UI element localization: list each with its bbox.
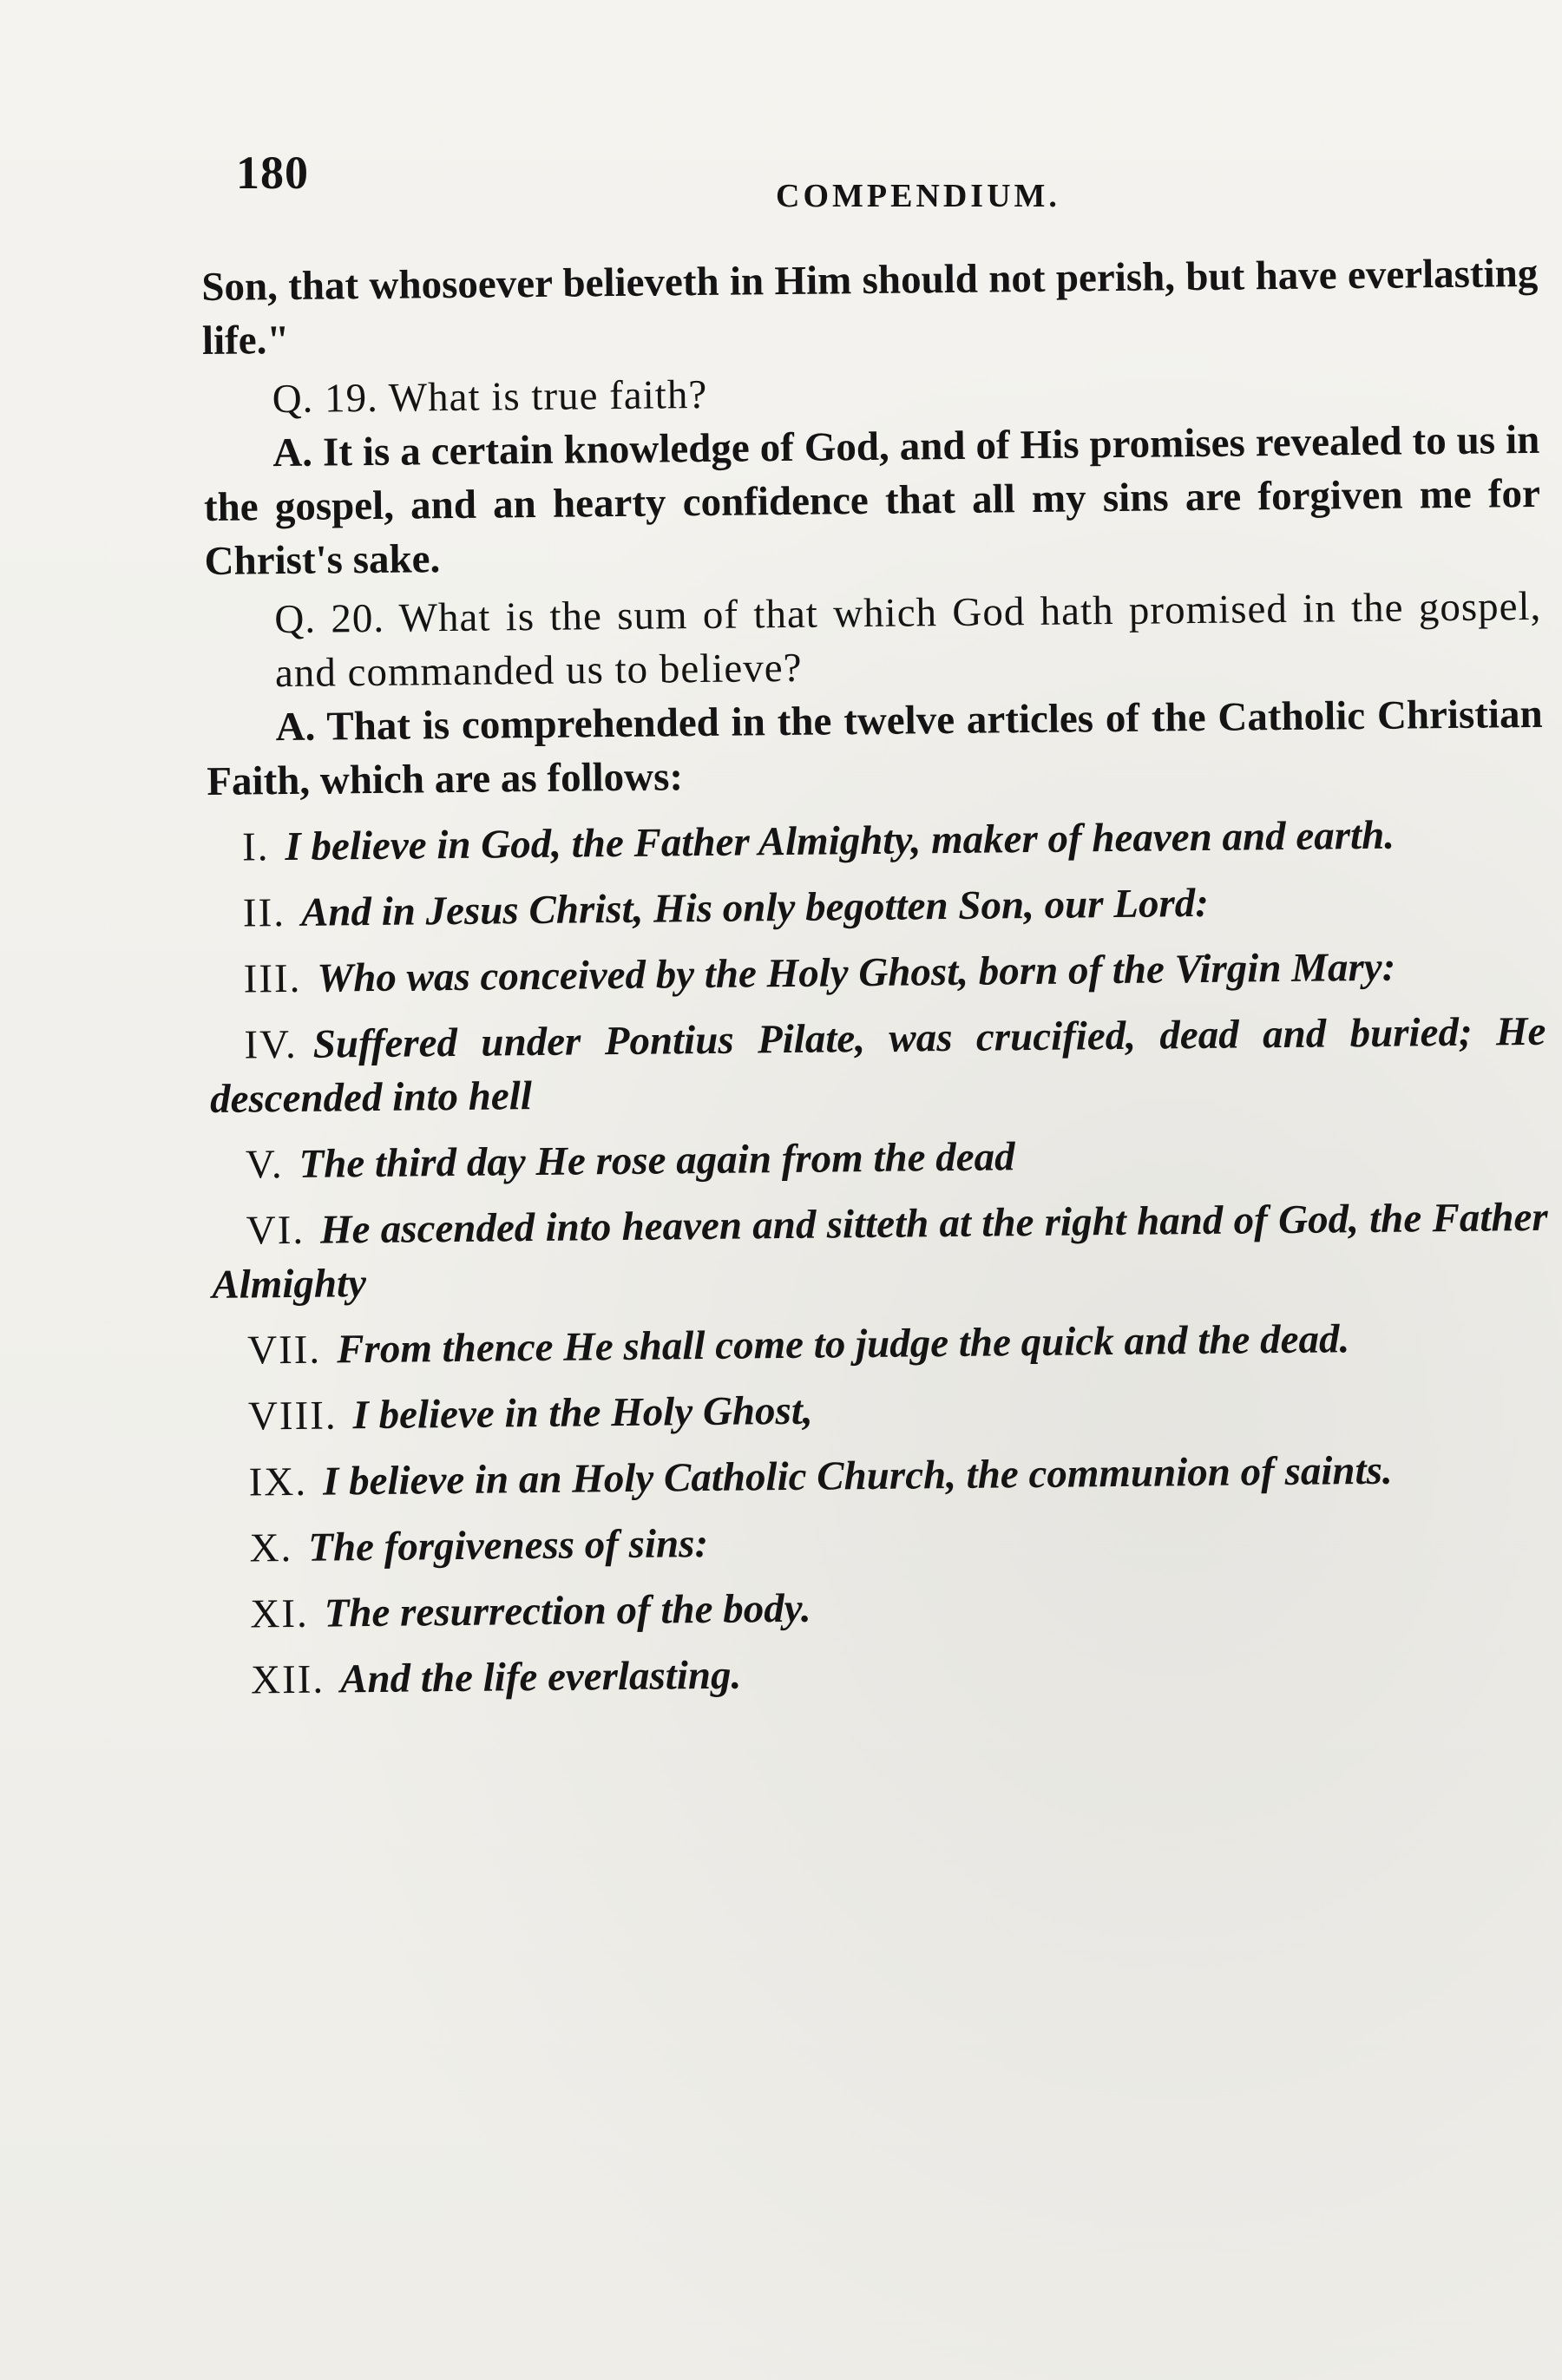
article-4 xyxy=(209,1005,1546,1126)
article-text: I believe in an Holy Catholic Church, the communion of saints. xyxy=(322,1447,1393,1505)
article-text: Who was conceived by the Holy Ghost, born of the Virgin Mary: xyxy=(317,944,1396,1001)
article-number: VIII. xyxy=(247,1393,338,1439)
article-number: III. xyxy=(243,955,302,1002)
article-text: The third day He rose again from the dead xyxy=(299,1134,1015,1187)
answer-20: A. That is comprehended in the twelve articles of the Catholic Christian Faith, which are as follows: xyxy=(207,691,1543,804)
article-number: IX. xyxy=(248,1459,308,1505)
article-text: I believe in the Holy Ghost, xyxy=(352,1387,813,1439)
article-8 xyxy=(213,1376,1551,1444)
article-1 xyxy=(207,807,1545,875)
article-number: XI. xyxy=(250,1590,309,1637)
page-body xyxy=(201,246,1552,1708)
article-10 xyxy=(214,1508,1552,1576)
article-5 xyxy=(211,1124,1548,1192)
article-11 xyxy=(215,1574,1552,1642)
article-number: VI. xyxy=(246,1207,305,1254)
article-number: VII. xyxy=(246,1327,322,1374)
article-number: X. xyxy=(249,1524,293,1571)
article-number: I. xyxy=(241,824,270,870)
article-text: From thence He shall come to judge the quick and the dead. xyxy=(336,1316,1350,1373)
article-text: Suffered under Pontius Pilate, was crucified, dead and buried; He descended into hell xyxy=(209,1008,1546,1122)
article-text: And in Jesus Christ, His only begotten Son, our Lord: xyxy=(300,880,1210,935)
article-number: XII. xyxy=(250,1656,325,1703)
question-20: Q. 20. What is the sum of that which God hath promised in the gospel, and commanded us to believe? xyxy=(274,583,1542,697)
article-3 xyxy=(208,939,1546,1006)
page-header xyxy=(236,146,1538,215)
article-9 xyxy=(213,1442,1551,1510)
article-text: The forgiveness of sins: xyxy=(307,1520,709,1570)
answer-19: A. It is a certain knowledge of God, and of His promises revealed to us in the gospel, and an hearty confidence that all my sins are forgiven me for Christ's sake. xyxy=(203,416,1541,584)
question-19: Q. 19. What is true faith? xyxy=(272,371,708,423)
article-text: I believe in God, the Father Almighty, maker of heaven and earth. xyxy=(285,812,1395,870)
article-number: II. xyxy=(242,890,286,936)
continuation-text: Son, that whosoever believeth in Him should not perish, but have everlasting life." xyxy=(201,250,1539,364)
article-number: IV. xyxy=(244,1021,299,1068)
article-7 xyxy=(213,1310,1550,1378)
article-number: V. xyxy=(245,1142,284,1188)
article-6 xyxy=(211,1190,1548,1312)
article-text: He ascended into heaven and sitteth at the right hand of God, the Father Almighty xyxy=(212,1194,1548,1308)
article-text: And the life everlasting. xyxy=(339,1652,742,1702)
page-number: 180 xyxy=(236,147,309,199)
running-head: COMPENDIUM. xyxy=(776,178,1060,214)
article-text: The resurrection of the body. xyxy=(324,1585,811,1636)
article-2 xyxy=(208,873,1546,941)
